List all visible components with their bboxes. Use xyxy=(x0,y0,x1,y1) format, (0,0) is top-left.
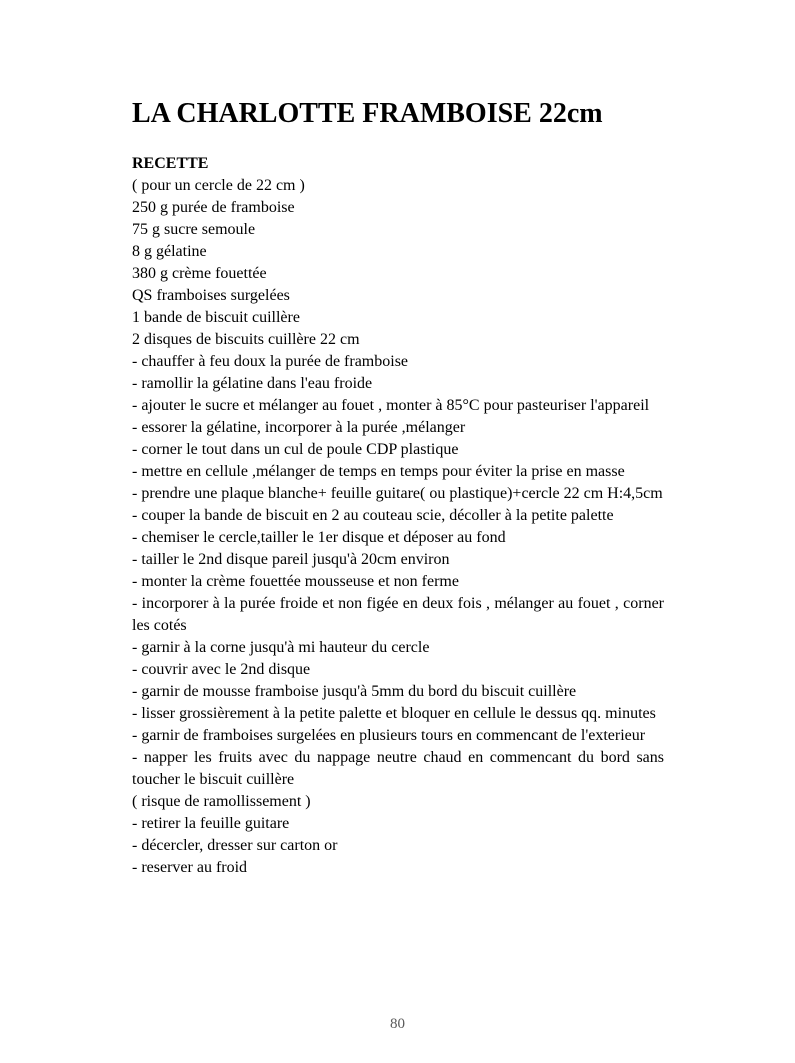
recipe-line: - ramollir la gélatine dans l'eau froide xyxy=(132,375,373,392)
recipe-line: - décercler, dresser sur carton or xyxy=(132,837,338,854)
recipe-body xyxy=(132,175,664,879)
recipe-line: - couper la bande de biscuit en 2 au couteau scie, décoller à la petite palette xyxy=(132,507,614,524)
recipe-line: - garnir de framboises surgelées en plusieurs tours en commencant de l'exterieur xyxy=(132,727,646,744)
page-number: 80 xyxy=(390,1016,405,1032)
recipe-line: 2 disques de biscuits cuillère 22 cm xyxy=(132,331,360,348)
recipe-line: ( pour un cercle de 22 cm ) xyxy=(132,177,305,194)
recipe-line: - garnir de mousse framboise jusqu'à 5mm du bord du biscuit cuillère xyxy=(132,683,577,700)
recipe-line: - essorer la gélatine, incorporer à la purée ,mélanger xyxy=(132,419,466,436)
recipe-line: 8 g gélatine xyxy=(132,243,207,260)
recipe-line: - retirer la feuille guitare xyxy=(132,815,290,832)
recipe-line: 75 g sucre semoule xyxy=(132,221,256,238)
recipe-line: - ajouter le sucre et mélanger au fouet , monter à 85°C pour pasteuriser l'appareil xyxy=(132,397,650,414)
recipe-line: - couvrir avec le 2nd disque xyxy=(132,661,311,678)
recipe-line: - prendre une plaque blanche+ feuille guitare( ou plastique)+cercle 22 cm H:4,5cm xyxy=(132,485,663,502)
recipe-line: - tailler le 2nd disque pareil jusqu'à 20cm environ xyxy=(132,551,450,568)
page-title: LA CHARLOTTE FRAMBOISE 22cm xyxy=(132,98,603,129)
recipe-line: - reserver au froid xyxy=(132,859,248,876)
recipe-line: - napper les fruits avec du nappage neutre chaud en commencant du bord sans toucher le biscuit cuillère xyxy=(132,749,664,788)
section-heading: RECETTE xyxy=(132,155,209,172)
recipe-line: 1 bande de biscuit cuillère xyxy=(132,309,300,326)
recipe-line: - corner le tout dans un cul de poule CDP plastique xyxy=(132,441,459,458)
recipe-line: - mettre en cellule ,mélanger de temps en temps pour éviter la prise en masse xyxy=(132,463,625,480)
recipe-line: - chauffer à feu doux la purée de framboise xyxy=(132,353,409,370)
recipe-line: 250 g purée de framboise xyxy=(132,199,295,216)
recipe-line: ( risque de ramollissement ) xyxy=(132,793,311,810)
recipe-line: - lisser grossièrement à la petite palette et bloquer en cellule le dessus qq. minutes xyxy=(132,705,656,722)
recipe-line: QS framboises surgelées xyxy=(132,287,290,304)
recipe-line: - monter la crème fouettée mousseuse et non ferme xyxy=(132,573,459,590)
recipe-line: - garnir à la corne jusqu'à mi hauteur du cercle xyxy=(132,639,430,656)
recipe-line: - incorporer à la purée froide et non figée en deux fois , mélanger au fouet , corner les cotés xyxy=(132,595,664,634)
recipe-line: - chemiser le cercle,tailler le 1er disque et déposer au fond xyxy=(132,529,506,546)
recipe-line: 380 g crème fouettée xyxy=(132,265,267,282)
recipe-content xyxy=(132,98,664,879)
